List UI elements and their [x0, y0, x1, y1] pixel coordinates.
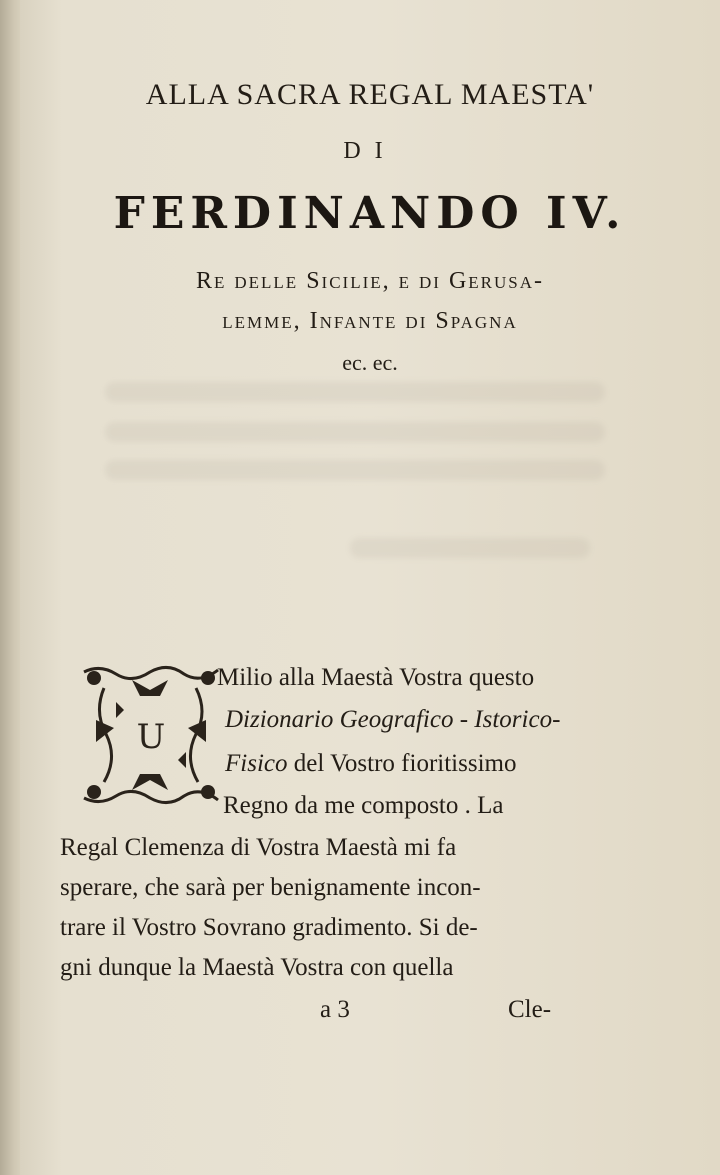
book-page — [20, 0, 720, 1175]
body-line: Regal Clemenza di Vostra Maestà mi fa — [60, 834, 457, 861]
show-through — [350, 538, 590, 558]
ornamental-initial — [80, 662, 222, 808]
ornament-frame-icon — [80, 662, 222, 808]
body-line: gni dunque la Maestà Vostra con quella — [60, 954, 454, 981]
body-italic-word: Fisico — [225, 750, 288, 777]
titles-line-2: lemme, Infante di Spagna — [222, 308, 518, 334]
show-through — [105, 422, 605, 442]
dedication-line: ALLA SACRA REGAL MAESTA' — [145, 78, 595, 111]
body-text-segment: del Vostro fioritissimo — [293, 750, 517, 777]
body-line — [225, 744, 516, 784]
show-through — [105, 460, 605, 480]
body-line: Dizionario Geografico - Istorico- — [225, 706, 561, 733]
titles-line-1: Re delle Sicilie, e di Gerusa- — [195, 268, 545, 294]
book-gutter — [0, 0, 20, 1175]
body-line: sperare, che sarà per benignamente incon- — [60, 874, 481, 901]
body-line: trare il Vostro Sovrano gradimento. Si de- — [60, 914, 478, 941]
catchword: Cle- — [508, 996, 552, 1023]
dedication-di: DI — [343, 138, 397, 164]
king-name: FERDINANDO IV. — [113, 188, 627, 239]
initial-letter: U — [136, 717, 166, 757]
titles-etc: ec. ec. — [342, 350, 398, 375]
signature-mark: a 3 — [320, 996, 350, 1023]
body-line: Milio alla Maestà Vostra questo — [217, 664, 535, 691]
body-line: Regno da me composto . La — [223, 792, 504, 819]
show-through — [105, 382, 605, 402]
